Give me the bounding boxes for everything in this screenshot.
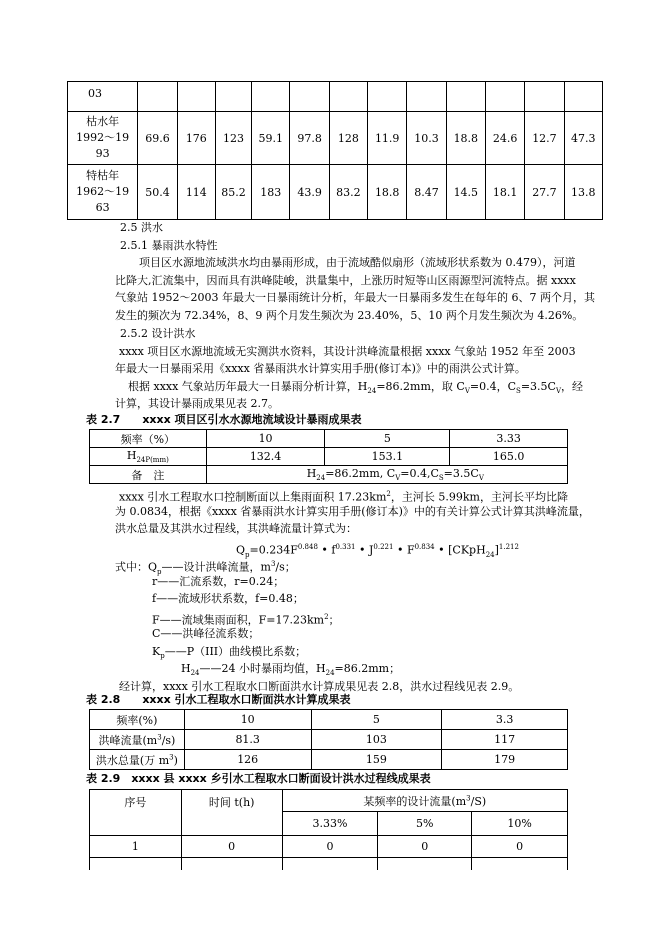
cell: 47.3 [564, 112, 602, 165]
table-row [68, 82, 603, 112]
cell: 183 [252, 165, 290, 220]
definition: F——流域集雨面积，$F=17.23km^2$； [152, 613, 340, 627]
cell: 18.1 [485, 165, 524, 220]
cell: 85.2 [215, 165, 251, 220]
cell: 114 [177, 165, 215, 220]
table-row: 洪水总量(万 $m^3$) 126 159 179 [90, 750, 568, 770]
table-row: 频率(%) 10 5 3.3 [90, 710, 568, 730]
definition: 式中：$Q_p——$设计洪峰流量，$m^3/s$； [115, 560, 296, 576]
cell: 59.1 [252, 112, 290, 165]
paragraph-line: xxxx 引水工程取水口控制断面以上集雨面积 $17.23km^2$，主河长 5.99km，主河长平均比降 [119, 490, 568, 504]
cell: 11.9 [368, 112, 407, 165]
paragraph-line: 根据 xxxx 气象站历年最大一日暴雨分析计算，$H_{24}=86.2mm$，取 $C_V=0.4$，$C_S=3.5C_V$，经 [128, 380, 584, 396]
cell: 14.5 [446, 165, 485, 220]
table-row: 3.33% 5% 10% [90, 812, 568, 836]
table-caption: 表 2.7 xxxx 项目区引水水源地流域设计暴雨成果表 [86, 413, 362, 426]
runoff-table [67, 81, 603, 220]
definition: f——流域形状系数，f=0.48； [152, 592, 304, 605]
row-label: 03 [68, 82, 138, 112]
hydrograph-table [89, 789, 568, 870]
cell: 10.3 [407, 112, 446, 165]
table-row: 洪峰流量$(m^3/s)$ 81.3 103 117 [90, 730, 568, 750]
table-row: 1 0 0 0 0 [90, 836, 568, 858]
paragraph-line: xxxx 项目区水源地流域无实测洪水资料，其设计洪峰流量根据 xxxx 气象站 1952 年至 2003 [119, 345, 576, 358]
paragraph-line: 比降大,汇流集中，因而具有洪峰陡峻，洪量集中，上涨历时短等山区雨源型河流特点。据 xxxx [115, 274, 576, 287]
paragraph-line: 发生的频次为 72.34%，8、9 两个月发生频次为 23.40%，5、10 两个月发生频次为 4.26%。 [115, 309, 584, 322]
paragraph-line: 项目区水源地流域洪水均由暴雨形成，由于流域酷似扇形（流域形状系数为 0.479），河道 [139, 256, 576, 269]
paragraph-line: 为 0.0834，根据《xxxx 省暴雨洪水计算实用手册(修订本)》中的有关计算公式计算其洪峰流量， [115, 505, 590, 518]
paragraph-line: 洪水总量及其洪水过程线，其洪峰流量计算式为： [115, 522, 357, 535]
table-row: 频率（%） 10 5 3.33 [90, 430, 568, 448]
cell: 83.2 [329, 165, 367, 220]
row-label: 特枯年 1962～19 63 [68, 165, 138, 220]
table-row: 序号 时间 t(h) 某频率的设计流量$(m^3/S)$ [90, 790, 568, 812]
subsection-title: 2.5.2 设计洪水 [120, 327, 196, 340]
table-caption: 表 2.9 xxxx 县 xxxx 乡引水工程取水口断面设计洪水过程线成果表 [86, 772, 431, 785]
paragraph-line: 年最大一日暴雨采用《xxxx 省暴雨洪水计算实用手册(修订本)》中的雨洪公式计算。 [115, 362, 526, 375]
paragraph-line: 气象站 1952～2003 年最大一日暴雨统计分析，年最大一日暴雨多发生在每年的 6、7 两个月，其 [115, 291, 595, 304]
table-row [68, 165, 603, 220]
formula: $Q_p=0.234F^{0.848}$ • $f^{0.331}$ • $J^{0.221}$ • $F^{0.834}$ • [CKpH$_{24}$]$^{1.212}$ [236, 543, 519, 559]
cell: 123 [215, 112, 251, 165]
definition: $H_{24}——24$ 小时暴雨均值，$H_{24}=86.2mm$； [181, 662, 401, 678]
cell: 18.8 [446, 112, 485, 165]
table-row [68, 112, 603, 165]
row-label: 枯水年 1992～19 93 [68, 112, 138, 165]
cell: 50.4 [138, 165, 177, 220]
cell: 13.8 [564, 165, 602, 220]
definition: $K_p——P(III)$曲线模比系数； [152, 645, 307, 661]
cell: 12.7 [525, 112, 564, 165]
design-rainfall-table [89, 429, 568, 484]
table-caption: 表 2.8 xxxx 引水工程取水口断面洪水计算成果表 [86, 693, 351, 706]
definition: C——洪峰径流系数； [152, 627, 260, 640]
section-title: 2.5 洪水 [120, 221, 163, 234]
paragraph-line: 计算，其设计暴雨成果见表 2.7。 [115, 397, 279, 410]
table-row: 备 注 $H_{24}=86.2mm$, $C_V=0.4,C_S=3.5C_V$ [90, 466, 568, 484]
table-row: $H_{24P(mm)}$ 132.4 153.1 165.0 [90, 448, 568, 466]
paragraph-line: 经计算，xxxx 引水工程取水口断面洪水计算成果见表 2.8，洪水过程线见表 2.9。 [119, 680, 520, 693]
cell: 18.8 [368, 165, 407, 220]
cell: 8.47 [407, 165, 446, 220]
cell: 128 [329, 112, 367, 165]
cell: 24.6 [485, 112, 524, 165]
cell: 69.6 [138, 112, 177, 165]
cell: 43.9 [290, 165, 329, 220]
definition: r——汇流系数，r=0.24； [152, 575, 285, 588]
cell: 176 [177, 112, 215, 165]
cell: 27.7 [525, 165, 564, 220]
flood-result-table [89, 709, 568, 770]
cell: 97.8 [290, 112, 329, 165]
subsection-title: 2.5.1 暴雨洪水特性 [120, 239, 218, 252]
